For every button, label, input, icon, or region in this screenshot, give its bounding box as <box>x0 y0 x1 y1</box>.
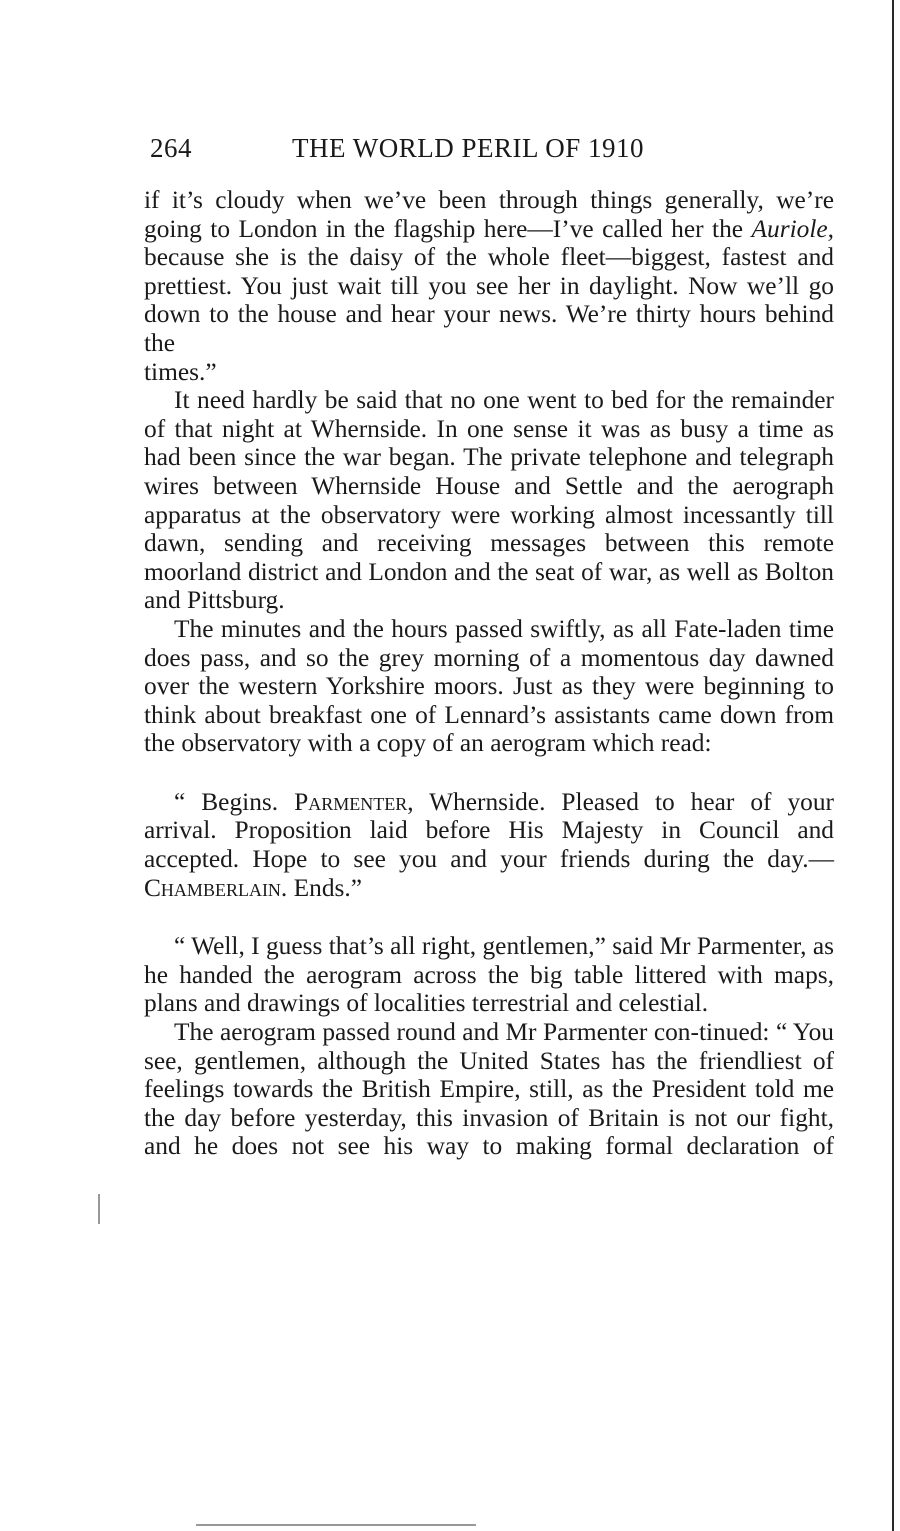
quote-addressee: Parmenter, <box>294 787 414 816</box>
paragraph-5: The aerogram passed round and Mr Parmenter con-tinued: “ You see, gentlemen, although the United States has the friendliest of feelings towards the British Empire, still, as the President told me the day before yesterday, this invasion of Britain is not our fight, and he does not see his way to making formal declaration of <box>144 1018 834 1161</box>
scan-smudge <box>98 1194 100 1224</box>
paragraph-1: if it’s cloudy when we’ve been through things generally, we’re going to London in the flagship here—I’ve called her the Auriole, because she is the daisy of the whole fleet—biggest, fastest and prettiest. You just wait till you see her in daylight. Now we’ll go down to the house and hear your news. We’re thirty hours behind the <box>144 186 834 357</box>
paragraph-1-tail: times.” <box>144 357 217 386</box>
paragraph-3: The minutes and the hours passed swiftly, as all Fate-laden time does pass, and so the grey morning of a momentous day dawned over the western Yorkshire moors. Just as they were beginning to think about breakfast one of Lennard’s assistants came down from the observatory with a copy of an aerogram which read: <box>144 614 834 758</box>
aerogram-quote: “ Begins. Parmenter, Whernside. Pleased to hear of your arrival. Proposition laid before His Majesty in Council and accepted. Hope to see you and your friends during the day.—Chamberlain. Ends.” <box>144 787 834 902</box>
page-edge-shadow <box>892 0 894 1531</box>
page-number: 264 <box>150 133 192 163</box>
ship-name: Auriole, <box>751 214 834 243</box>
quote-signature: Chamberlain. <box>144 873 288 902</box>
body-text <box>144 186 834 1161</box>
paragraph-4: “ Well, I guess that’s all right, gentlemen,” said Mr Parmenter, as he handed the aerogram across the big table littered with maps, plans and drawings of localities terrestrial and celestial. <box>144 932 834 1018</box>
running-title: THE WORLD PERIL OF 1910 <box>292 133 644 163</box>
running-header <box>150 128 710 168</box>
scan-smudge <box>196 1524 476 1526</box>
paragraph-2: It need hardly be said that no one went to bed for the remainder of that night at Whernside. In one sense it was as busy a time as had been since the war began. The private telephone and telegraph wires between Whernside House and Settle and the aerograph apparatus at the observatory were working almost incessantly till dawn, sending and receiving messages between this remote moorland district and London and the seat of war, as well as Bolton and Pittsburg. <box>144 386 834 615</box>
